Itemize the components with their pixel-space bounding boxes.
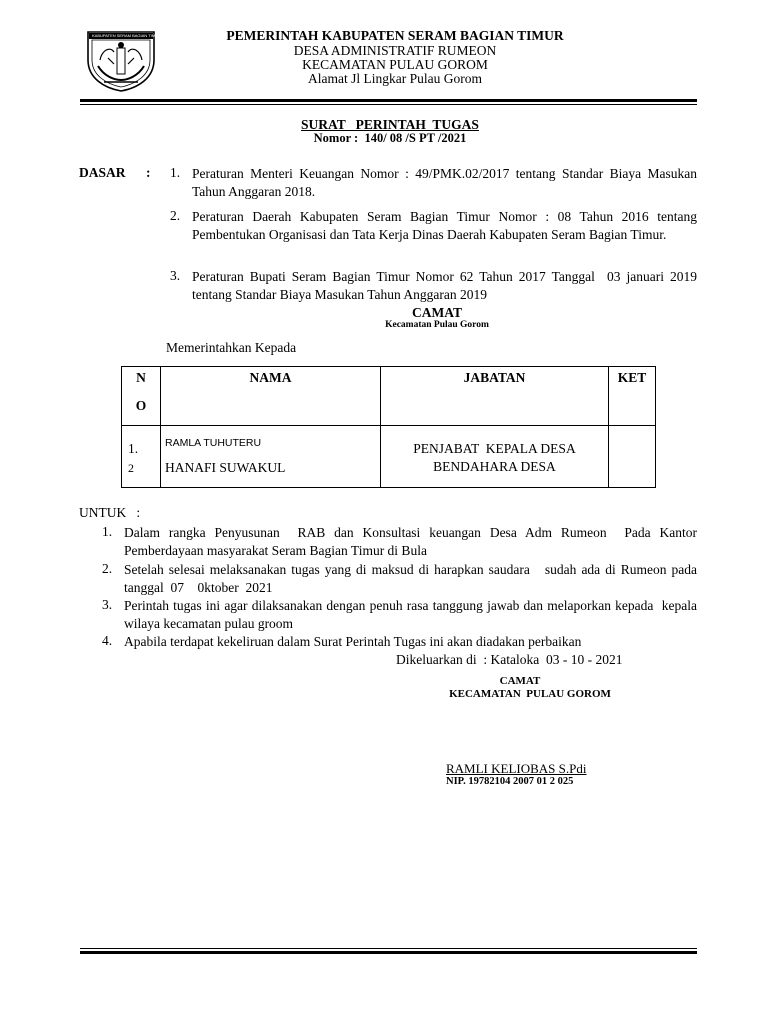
dasar-item-text: Peraturan Daerah Kabupaten Seram Bagian Timur Nomor : 08 Tahun 2016 tentang Pembentukan Organisasi dan Tata Kerja Dinas Daerah Kabupaten Seram Bagian Timur. [192,209,697,242]
dasar-label: DASAR [79,165,126,180]
col-nama-header [161,367,381,426]
camat-subheading: Kecamatan Pulau Gorom [385,320,489,330]
dasar-item-num: 3. [170,268,181,283]
col-ket-label: KET [617,370,647,385]
row-jabatan-cell [381,426,609,488]
untuk-item-num: 4. [102,633,113,648]
row-nama-cell [161,426,381,488]
col-no-b: O [135,398,147,413]
col-no-header [122,367,161,426]
header-line-2: DESA ADMINISTRATIF RUMEON [293,43,497,58]
staff-table [121,366,656,488]
dasar-item-num: 2. [170,208,181,223]
untuk-item-text: Dalam rangka Penyusunan RAB dan Konsultasi keuangan Desa Adm Rumeon Pada Kantor Pemberdayaan masyarakat Seram Bagian Timur di Bula [124,525,701,558]
memerintahkan-text: Memerintahkan Kepada [166,340,297,355]
untuk-item-num: 3. [102,597,113,612]
untuk-item-text: Apabila terdapat kekeliruan dalam Surat Perintah Tugas ini akan diadakan perbaikan [124,634,582,649]
row-ket-cell [609,426,656,488]
col-no-a: N [136,370,146,385]
col-ket-header [609,367,656,426]
signer-name: RAMLI KELIOBAS S.Pdi [446,761,587,776]
untuk-item-text: Perintah tugas ini agar dilaksanakan dengan penuh rasa tanggung jawab dan melaporkan kepada kepala wilaya kecamatan pulau groom [124,598,701,631]
untuk-label: UNTUK : [79,505,141,520]
col-nama-label: NAMA [249,370,292,385]
letter-number: Nomor : 140/ 08 /S PT /2021 [313,131,467,145]
dasar-item-text: Peraturan Menteri Keuangan Nomor : 49/PMK.02/2017 tentang Standar Biaya Masukan Tahun Anggaran 2018. [192,166,697,199]
table-header-row [122,367,656,426]
header-rule-thin [80,104,697,105]
jabatan-1: PENJABAT KEPALA DESA [413,441,576,456]
issued-place-date: Dikeluarkan di : Kataloka 03 - 10 - 2021 [396,652,623,667]
header-line-1: PEMERINTAH KABUPATEN SERAM BAGIAN TIMUR [226,28,564,43]
closing-camat: CAMAT [499,675,541,687]
signer-nip: NIP. 19782104 2007 01 2 025 [446,776,574,787]
untuk-item-text: Setelah selesai melaksanakan tugas yang di maksud di harapkan saudara sudah ada di Rumeon pada tanggal 07 0ktober 2021 [124,562,701,595]
header-rule-thick [80,99,697,102]
untuk-item-num: 2. [102,561,113,576]
col-jabatan-header [381,367,609,426]
jabatan-2: BENDAHARA DESA [433,459,556,474]
untuk-item-num: 1. [102,524,113,539]
nama-2: HANAFI SUWAKUL [165,460,286,475]
header-line-3: KECAMATAN PULAU GOROM [302,57,488,72]
row-no-1: 1. [128,441,139,456]
footer-rule-thick [80,951,697,954]
dasar-item-num: 1. [170,165,181,180]
logo-text: KABUPATEN SERAM BAGIAN TIMUR [92,33,161,38]
row-no-2: 2 [128,461,134,475]
footer-rule-thin [80,948,697,949]
camat-heading: CAMAT [412,305,462,320]
letter-title: SURAT PERINTAH TUGAS [301,117,479,132]
closing-kecamatan: KECAMATAN PULAU GOROM [449,688,611,700]
nama-1: RAMLA TUHUTERU [165,437,262,449]
row-no-cell [122,426,161,488]
regency-logo [84,30,161,92]
header-line-4: Alamat Jl Lingkar Pulau Gorom [308,71,482,86]
dasar-colon: : [146,165,151,180]
col-jabatan-label: JABATAN [463,370,526,385]
dasar-item-text: Peraturan Bupati Seram Bagian Timur Nomor 62 Tahun 2017 Tanggal 03 januari 2019 tentang Standar Biaya Masukan Tahun Anggaran 2019 [192,269,701,302]
table-row [122,426,656,488]
